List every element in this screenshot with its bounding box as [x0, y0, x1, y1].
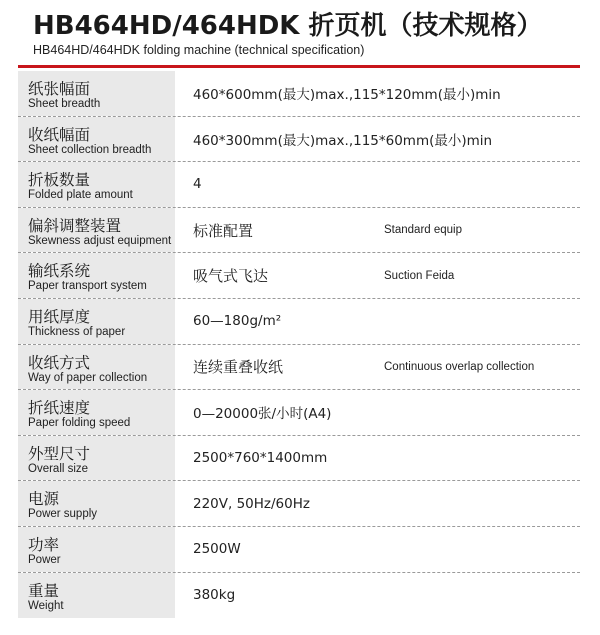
spec-label: [18, 253, 175, 298]
spec-label-cn: 电源: [28, 490, 60, 509]
spec-row-power: [18, 527, 580, 573]
spec-row-weight: [18, 573, 580, 619]
spec-label-en: Sheet breadth: [28, 98, 101, 110]
red-divider-line: [18, 65, 580, 68]
spec-value: 4: [193, 176, 202, 193]
spec-value: 220V, 50Hz/60Hz: [193, 495, 310, 512]
spec-value: 0—20000张/小时(A4): [193, 406, 332, 423]
spec-label-en: Power: [28, 553, 61, 566]
spec-value: 380kg: [193, 587, 236, 604]
spec-label: [18, 299, 175, 344]
spec-label-en: Overall size: [28, 462, 89, 475]
spec-label-cn: 偏斜调整装置: [28, 216, 122, 235]
spec-label-cn: 收纸幅面: [28, 125, 91, 144]
spec-label-cn: 用纸厚度: [28, 307, 91, 326]
spec-label: [18, 390, 175, 435]
spec-note: Suction Feida: [384, 269, 455, 282]
spec-row-paper-transport: [18, 253, 580, 299]
spec-label-en: Paper transport system: [28, 280, 147, 293]
spec-label-en: Weight: [28, 599, 64, 612]
spec-row-overall-size: [18, 436, 580, 482]
spec-note: Standard equip: [384, 224, 463, 237]
spec-row-sheet-collection-breadth: [18, 117, 580, 163]
spec-row-paper-collection: [18, 345, 580, 391]
spec-label-cn: 折板数量: [28, 171, 91, 190]
spec-value: 标准配置: [193, 221, 254, 240]
spec-note: Continuous overlap collection: [384, 360, 535, 373]
spec-table: [18, 71, 580, 618]
spec-row-power-supply: [18, 481, 580, 527]
spec-value: 460*300mm(最大)max.,115*60mm(最小)min: [193, 132, 493, 149]
spec-label: [18, 436, 175, 481]
spec-label-cn: 重量: [28, 581, 60, 600]
spec-label-cn: 输纸系统: [28, 262, 91, 281]
spec-label-cn: 外型尺寸: [28, 444, 91, 463]
spec-value: 连续重叠收纸: [193, 358, 284, 377]
spec-value: 2500*760*1400mm: [193, 450, 328, 467]
spec-row-paper-thickness: [18, 299, 580, 345]
spec-row-folded-plate-amount: [18, 162, 580, 208]
spec-value: 60—180g/m²: [193, 313, 282, 330]
spec-header: [33, 10, 593, 58]
spec-label-en: Folded plate amount: [28, 189, 133, 202]
spec-row-folding-speed: [18, 390, 580, 436]
spec-label-cn: 收纸方式: [28, 353, 91, 372]
spec-label-en: Skewness adjust equipment: [28, 234, 172, 247]
spec-label: [18, 481, 175, 526]
spec-label: [18, 208, 175, 253]
spec-label-en: Power supply: [28, 508, 98, 521]
spec-label: [18, 573, 175, 619]
page-title: HB464HD/464HDK 折页机（技术规格）: [33, 11, 543, 41]
spec-label: [18, 345, 175, 390]
spec-label: [18, 527, 175, 572]
spec-row-sheet-breadth: [18, 71, 580, 117]
spec-value: 2500W: [193, 541, 241, 558]
spec-label-cn: 折纸速度: [28, 399, 91, 418]
spec-label-en: Paper folding speed: [28, 417, 131, 430]
spec-label-cn: 功率: [28, 535, 60, 554]
spec-label: [18, 71, 175, 116]
spec-label-en: Way of paper collection: [28, 371, 148, 384]
spec-row-skewness-adjust: [18, 208, 580, 254]
spec-label: [18, 162, 175, 207]
page-subtitle: HB464HD/464HDK folding machine (technical specification): [33, 43, 365, 57]
spec-label: [18, 117, 175, 162]
spec-label-en: Sheet collection breadth: [28, 143, 152, 156]
spec-label-en: Thickness of paper: [28, 325, 126, 338]
spec-value: 吸气式飞达: [193, 267, 269, 286]
spec-label-cn: 纸张幅面: [28, 80, 91, 98]
spec-value: 460*600mm(最大)max.,115*120mm(最小)min: [193, 87, 501, 104]
